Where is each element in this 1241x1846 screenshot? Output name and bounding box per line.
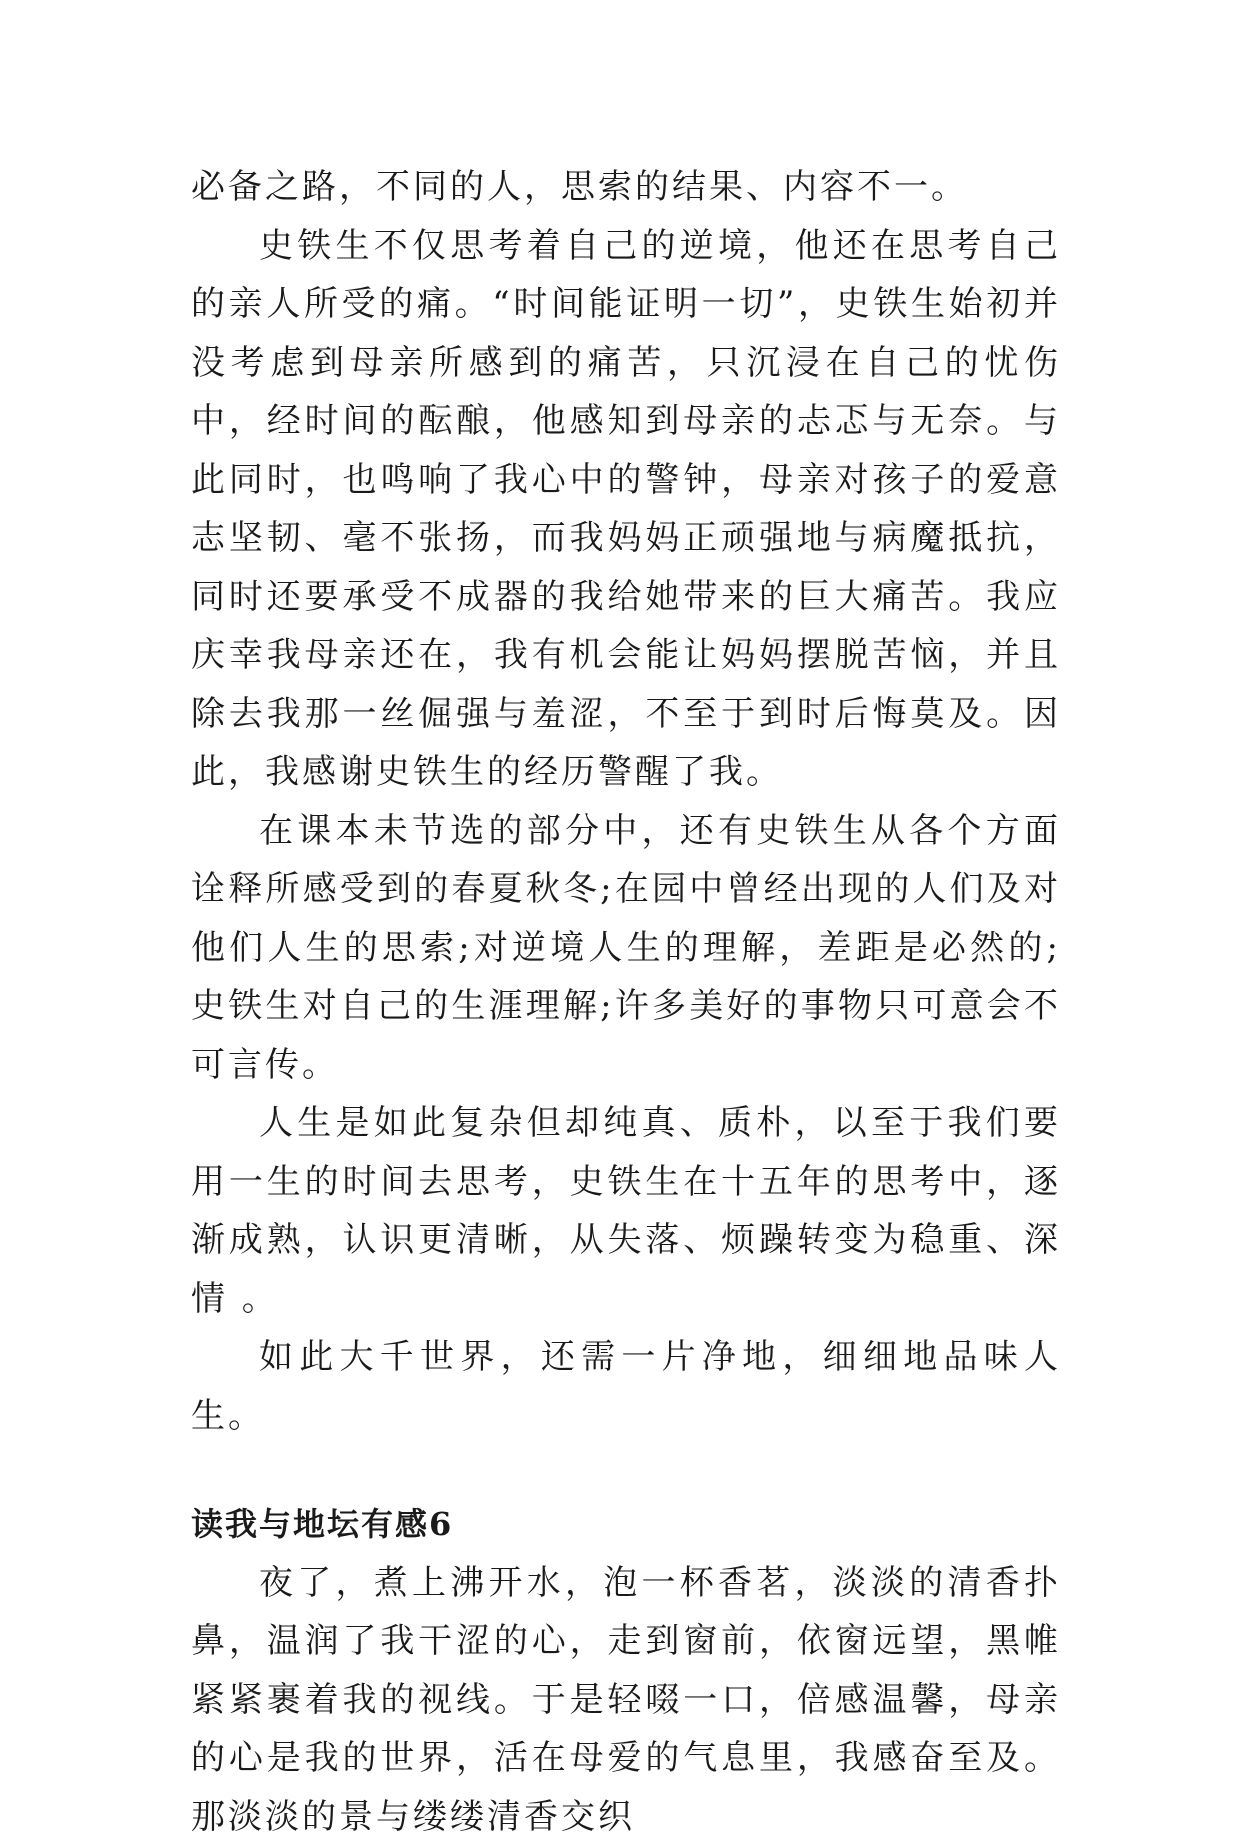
paragraph-4: 人生是如此复杂但却纯真、质朴，以至于我们要用一生的时间去思考，史铁生在十五年的思考中，逐渐成熟，认识更清晰，从失落、烦躁转变为稳重、深情 。 [191, 1094, 1061, 1328]
document-page [191, 158, 1061, 1846]
section-gap [191, 1445, 1061, 1495]
section-title: 读我与地坛有感6 [191, 1495, 1061, 1554]
paragraph-5: 如此大千世界，还需一片净地，细细地品味人生。 [191, 1328, 1061, 1445]
paragraph-3: 在课本未节选的部分中，还有史铁生从各个方面诠释所感受到的春夏秋冬;在园中曾经出现的人们及对他们人生的思索;对逆境人生的理解，差距是必然的;史铁生对自己的生涯理解;许多美好的事物只可意会不可言传。 [191, 802, 1061, 1095]
paragraph-6: 夜了，煮上沸开水，泡一杯香茗，淡淡的清香扑鼻，温润了我干涩的心，走到窗前，依窗远望，黑帷紧紧裹着我的视线。于是轻啜一口，倍感温馨，母亲的心是我的世界，活在母爱的气息里，我感奋至及。那淡淡的景与缕缕清香交织 [191, 1554, 1061, 1846]
paragraph-1: 必备之路，不同的人，思索的结果、内容不一。 [191, 158, 1061, 217]
paragraph-2: 史铁生不仅思考着自己的逆境，他还在思考自己的亲人所受的痛。“时间能证明一切”，史铁生始初并没考虑到母亲所感到的痛苦，只沉浸在自己的忧伤中，经时间的酝酿，他感知到母亲的忐忑与无奈。与此同时，也鸣响了我心中的警钟，母亲对孩子的爱意志坚韧、毫不张扬，而我妈妈正顽强地与病魔抵抗，同时还要承受不成器的我给她带来的巨大痛苦。我应庆幸我母亲还在，我有机会能让妈妈摆脱苦恼，并且除去我那一丝倔强与羞涩，不至于到时后悔莫及。因此，我感谢史铁生的经历警醒了我。 [191, 217, 1061, 802]
